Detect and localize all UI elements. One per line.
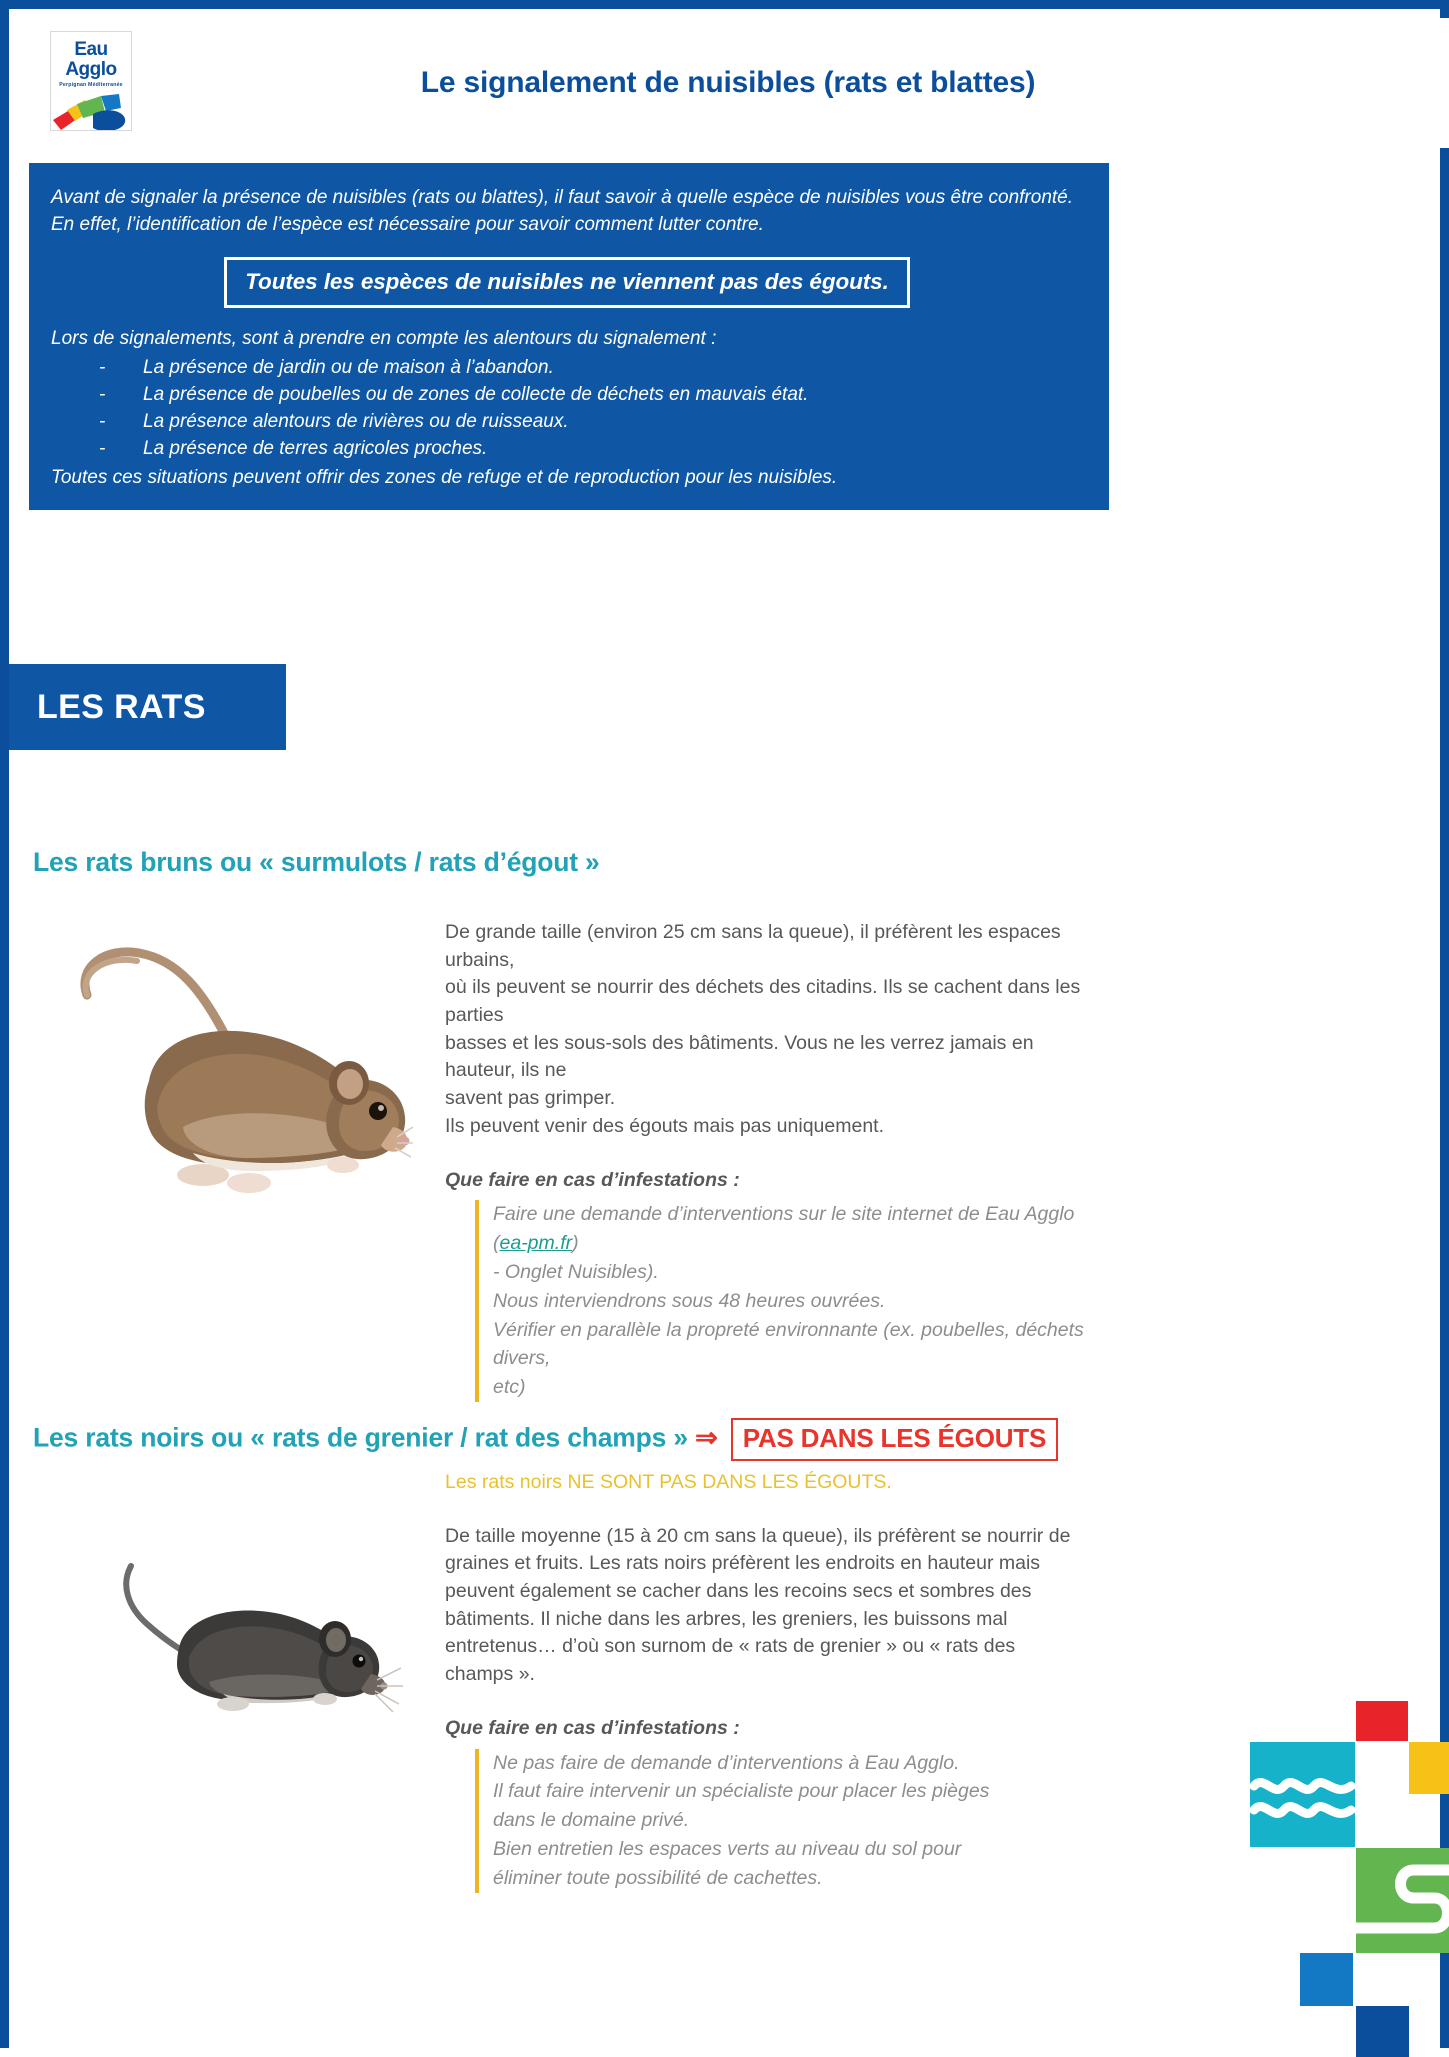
intro-callout-wrapper (51, 257, 1083, 308)
black-infestation-heading: Que faire en cas d’infestations : (445, 1716, 740, 1739)
deco-square-pipe (1356, 1848, 1449, 1953)
intro-callout-box: Toutes les espèces de nuisibles ne viennent pas des égouts. (224, 257, 909, 308)
list-item: Bien entretien les espaces verts au niveau du sol pour (493, 1838, 962, 1861)
text-line: savent pas grimper. (445, 1087, 616, 1110)
arrow-right-icon: ⇒ (695, 1422, 718, 1453)
list-item: Vérifier en parallèle la propreté environnante (ex. poubelles, déchets divers, (493, 1318, 1084, 1370)
logo-line-eau: Eau (74, 39, 108, 60)
deco-square-yellow (1409, 1742, 1449, 1794)
pipe-icon (1356, 1848, 1449, 1953)
intro-lead-text: Avant de signaler la présence de nuisibles (rats ou blattes), il faut savoir à quelle espèce de nuisibles vous être confronté. En effet, l’identification de l’espèce est nécessaire pour savoir comment lutter contre. (51, 187, 1074, 235)
text-line: entretenus… d’où son surnom de « rats de grenier » ou « rats des (445, 1635, 1016, 1658)
list-item: éliminer toute possibilité de cachettes. (493, 1866, 823, 1889)
black-infestation-list (475, 1749, 1075, 1893)
black-rats-warning: Les rats noirs NE SONT PAS DANS LES ÉGOUTS. (445, 1471, 892, 1493)
brown-rats-heading: Les rats bruns ou « surmulots / rats d’égout » (33, 847, 600, 877)
deco-square-blue-light (1300, 1953, 1353, 2006)
text-line: De taille moyenne (15 à 20 cm sans la queue), ils préfèrent se nourrir de (445, 1524, 1071, 1547)
ea-pm-link[interactable]: ea-pm.fr (499, 1232, 573, 1255)
document-header (18, 18, 1449, 148)
water-waves-icon (1250, 1742, 1355, 1847)
deco-square-blue-dark (1356, 2006, 1409, 2057)
list-item: - La présence de terres agricoles proches. (51, 436, 1083, 463)
list-item-text: Faire une demande d’interventions sur le site internet de Eau Agglo ( (493, 1203, 1075, 1255)
brown-rat-photo (53, 931, 413, 1231)
text-line: où ils peuvent se nourrir des déchets des citadins. Ils se cachent dans les parties (445, 976, 1081, 1027)
eau-agglo-logo (50, 31, 132, 131)
intro-bullet-list (51, 355, 1083, 463)
list-item: - La présence alentours de rivières ou de ruisseaux. (51, 409, 1083, 436)
brown-rats-description (445, 919, 1105, 1141)
text-line: De grande taille (environ 25 cm sans la queue), il préfèrent les espaces urbains, (445, 921, 1061, 971)
list-item: dans le domaine privé. (493, 1809, 690, 1832)
deco-square-water (1250, 1742, 1355, 1847)
deco-square-red (1356, 1701, 1408, 1741)
black-rats-text (445, 1469, 1075, 1893)
status-badge: PAS DANS LES ÉGOUTS (731, 1418, 1058, 1461)
black-rats-description (445, 1523, 1075, 1689)
logo-swoosh-icon (51, 90, 132, 131)
text-line: peuvent également se cacher dans les recoins secs et sombres des (445, 1580, 1032, 1603)
brown-infestation-list (475, 1200, 1105, 1402)
list-item: - Onglet Nuisibles). (493, 1260, 659, 1283)
text-line: Ils peuvent venir des égouts mais pas uniquement. (445, 1114, 885, 1137)
list-item: - La présence de poubelles ou de zones de collecte de déchets en mauvais état. (51, 382, 1083, 409)
section-banner-label: LES RATS (37, 687, 206, 726)
logo-line-agglo: Agglo (65, 59, 117, 80)
brown-rats-text (445, 919, 1105, 1402)
list-item: Ne pas faire de demande d’interventions à Eau Agglo. (493, 1751, 960, 1774)
logo-subtitle: Perpignan Méditerranée (59, 82, 123, 88)
intro-closing-text: Toutes ces situations peuvent offrir des zones de refuge et de reproduction pour les nuisibles. (51, 466, 838, 488)
brown-infestation-heading: Que faire en cas d’infestations : (445, 1168, 740, 1191)
text-line: basses et les sous-sols des bâtiments. Vous ne les verrez jamais en hauteur, ils ne (445, 1031, 1034, 1082)
black-rats-heading-row (33, 1418, 1058, 1461)
list-item: Nous interviendrons sous 48 heures ouvrées. (493, 1289, 886, 1312)
text-line: bâtiments. Il niche dans les arbres, les greniers, les buissons mal (445, 1607, 1008, 1630)
intro-panel (29, 163, 1109, 510)
page-body (9, 9, 1440, 2048)
list-item: Il faut faire intervenir un spécialiste pour placer les pièges (493, 1780, 990, 1803)
intro-list-label: Lors de signalements, sont à prendre en compte les alentours du signalement : (51, 327, 717, 349)
text-line: champs ». (445, 1663, 535, 1686)
black-rats-heading-label: Les rats noirs ou « rats de grenier / rat des champs » (33, 1422, 688, 1453)
list-item: etc) (493, 1376, 526, 1399)
list-item: - La présence de jardin ou de maison à l’abandon. (51, 355, 1083, 382)
list-item-suffix: ) (572, 1232, 579, 1255)
section-banner-les-rats (9, 664, 286, 750)
text-line: graines et fruits. Les rats noirs préfèrent les endroits en hauteur mais (445, 1552, 1041, 1575)
list-item (493, 1200, 1105, 1258)
black-rat-photo (93, 1544, 403, 1724)
page-title: Le signalement de nuisibles (rats et blattes) (420, 66, 1036, 99)
